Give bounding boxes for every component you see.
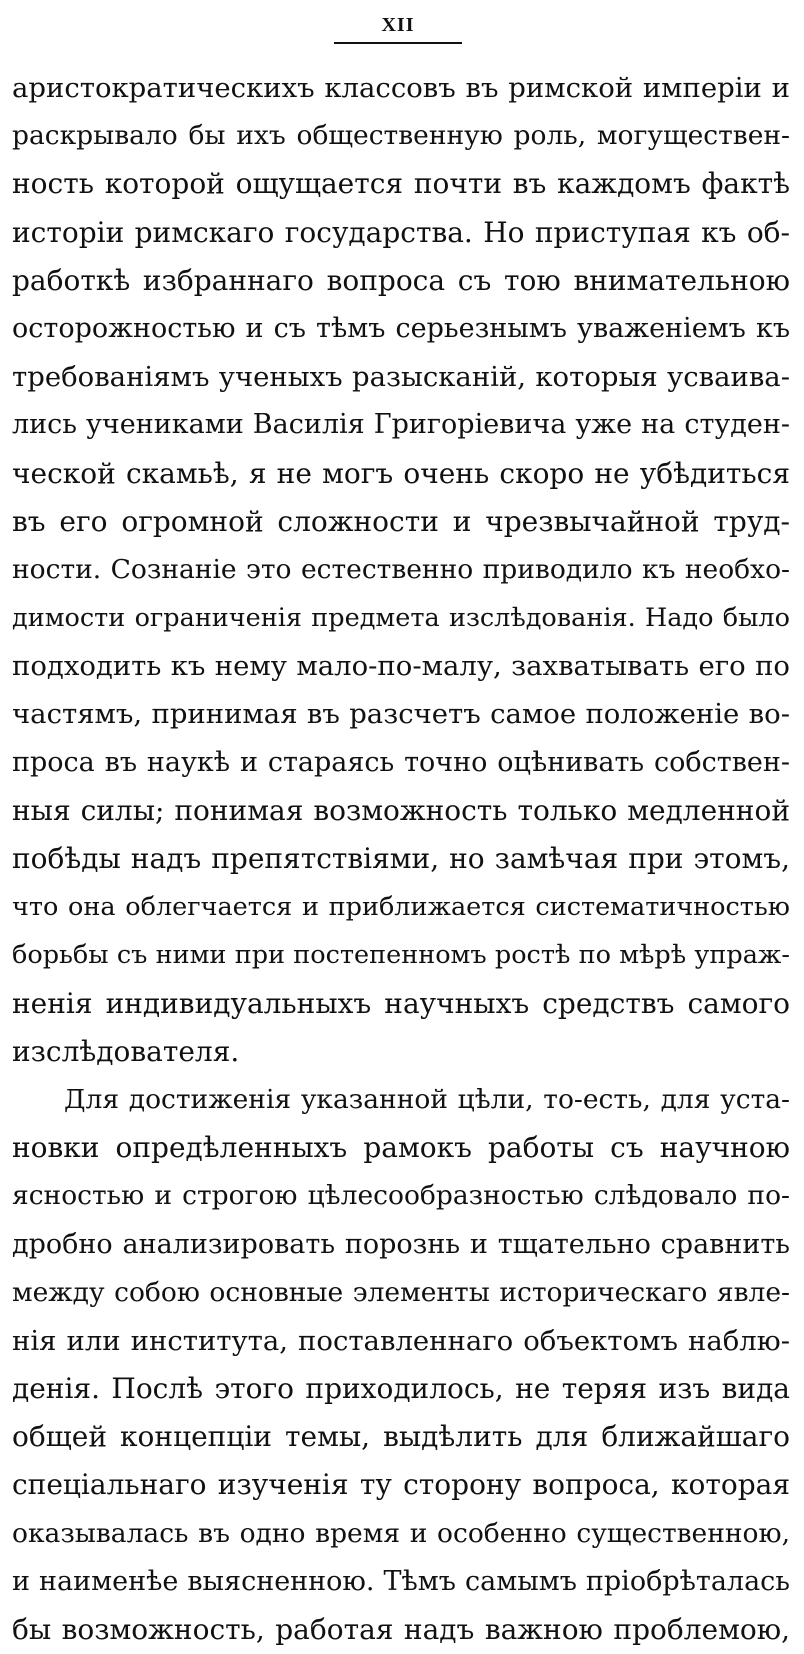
text-line: и наименѣе выясненною. Тѣмъ самымъ пріобрѣталась: [12, 1565, 790, 1597]
text-line: частямъ, принимая въ разсчетъ самое положеніе во-: [12, 698, 790, 731]
text-line: денія. Послѣ этого приходилось, не теряя изъ вида: [12, 1372, 790, 1406]
text-line: общей концепціи темы, выдѣлить для ближайшаго: [12, 1420, 790, 1454]
text-line: работкѣ избраннаго вопроса съ тою внимательною: [12, 263, 790, 297]
text-line: ныя силы; понимая возможность только медленной: [12, 793, 790, 827]
page-number: XII: [381, 14, 415, 36]
text-line: побѣды надъ препятствіями, но замѣчая при этомъ,: [12, 842, 790, 875]
text-line: между собою основные элементы историческаго явле-: [12, 1276, 790, 1308]
text-line: бы возможность, работая надъ важною проблемою,: [12, 1613, 790, 1646]
paragraph-1: [12, 64, 790, 1076]
text-line: изслѣдователя.: [12, 1034, 240, 1068]
text-line: лись учениками Василія Григоріевича уже на студен-: [12, 409, 790, 441]
text-line: ность которой ощущается почти въ каждомъ фактѣ: [12, 167, 790, 201]
text-line: требованіямъ ученыхъ разысканій, которыя усваива-: [12, 361, 790, 394]
text-line: ненія индивидуальныхъ научныхъ средствъ самого: [12, 986, 790, 1020]
text-line: исторіи римскаго государства. Но приступая къ об-: [12, 215, 790, 249]
text-line: подходить къ нему мало-по-малу, захватывать его по: [12, 650, 790, 683]
header-rule: [334, 42, 462, 44]
text-line: проса въ наукѣ и стараясь точно оцѣнивать собствен-: [12, 746, 790, 778]
body-text: [12, 64, 790, 1654]
text-line: борьбы съ ними при постепенномъ ростѣ по мѣрѣ упраж-: [12, 940, 790, 971]
paragraph-2: [12, 1076, 790, 1654]
text-line: ясностью и строгою цѣлесообразностью слѣдовало по-: [12, 1180, 790, 1212]
text-line: аристократическихъ классовъ въ римской имперіи и: [12, 72, 790, 104]
text-line: новки опредѣленныхъ рамокъ работы съ научною: [12, 1131, 790, 1165]
text-line: дробно анализировать порознь и тщательно сравнить: [12, 1228, 790, 1260]
text-line: оказывалась въ одно время и особенно существенною,: [12, 1517, 790, 1549]
text-line: раскрывало бы ихъ общественную роль, могуществен-: [12, 120, 790, 152]
page-header: [0, 14, 804, 50]
text-line: въ его огромной сложности и чрезвычайной труд-: [12, 504, 790, 538]
text-line: осторожностью и съ тѣмъ серьезнымъ уваженіемъ къ: [12, 312, 790, 344]
text-line: ческой скамьѣ, я не могъ очень скоро не убѣдиться: [12, 456, 790, 490]
text-line: нія или института, поставленнаго объектомъ наблю-: [12, 1324, 790, 1357]
text-line: димости ограниченія предмета изслѣдованія. Надо было: [12, 603, 790, 634]
text-line: спеціальнаго изученія ту сторону вопроса, которая: [12, 1468, 790, 1502]
text-line: что она облегчается и приближается систематичностью: [12, 892, 790, 923]
text-line: ности. Сознаніе это естественно приводило къ необхо-: [12, 553, 790, 585]
text-line: Для достиженія указанной цѣли, то-есть, для уста-: [64, 1083, 790, 1115]
